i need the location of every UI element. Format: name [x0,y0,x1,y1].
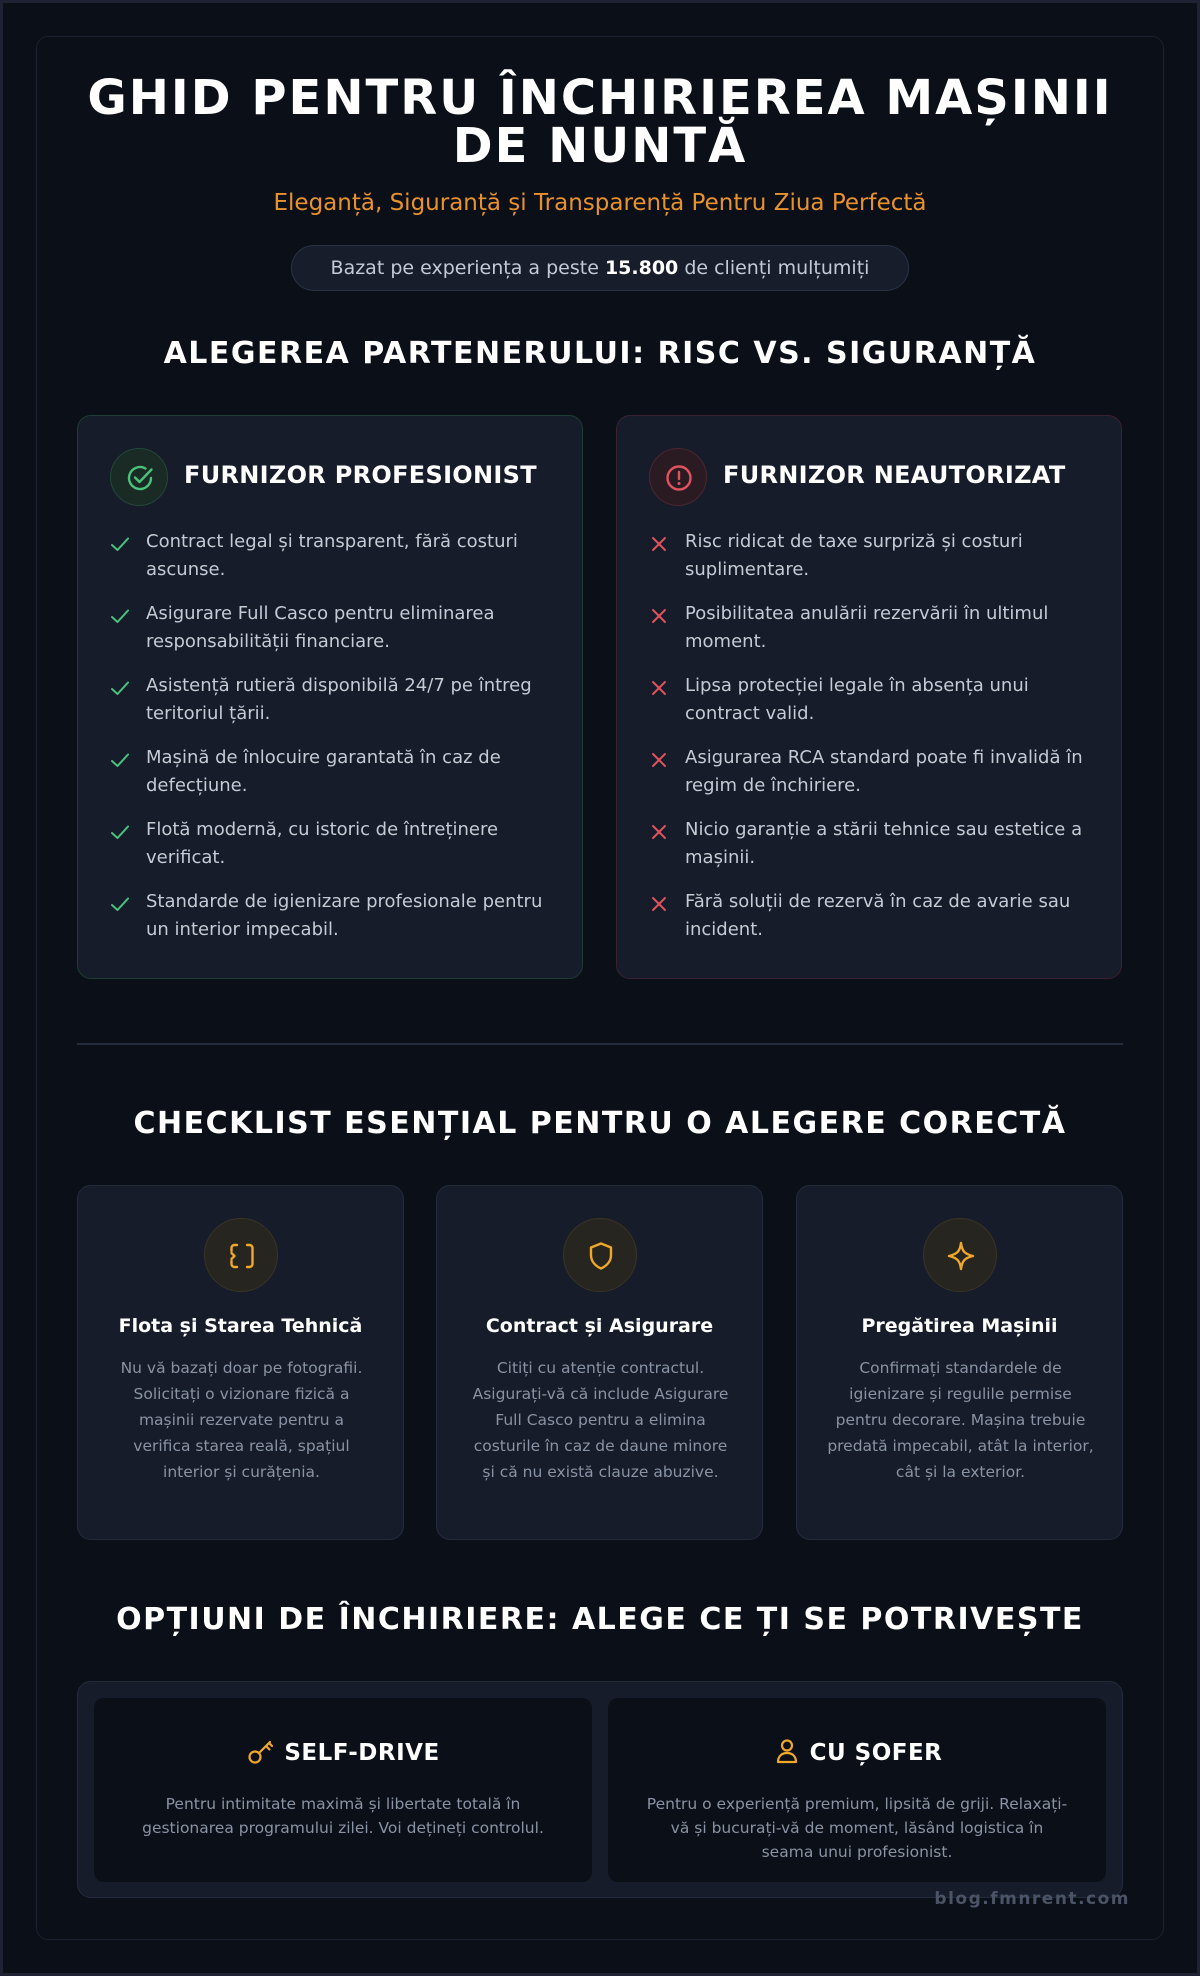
check-icon [110,822,130,842]
option-header [94,1736,592,1768]
page-title-line-1: GHID PENTRU ÎNCHIRIEREA MAȘINII [87,70,1113,126]
list-item-text: Asigurarea RCA standard poate fi invalidă în regim de închiriere. [685,747,1083,796]
option-with-driver [608,1698,1106,1882]
option-title: CU ȘOFER [809,1740,943,1766]
check-icon [110,894,130,914]
x-icon [649,534,669,554]
option-self-drive [94,1698,592,1882]
unauthorized-card-title: FURNIZOR NEAUTORIZAT [723,461,1066,489]
check-icon [110,678,130,698]
badge-suffix: de clienți mulțumiți [684,257,870,279]
check-icon [110,750,130,770]
professional-provider-card [77,415,583,979]
option-title: SELF-DRIVE [284,1740,440,1766]
checklist-card-title: Contract și Asigurare [485,1315,714,1337]
content-frame [36,36,1164,1940]
x-icon [649,678,669,698]
sparkle-icon [923,1218,997,1292]
page-title-line-2: DE NUNTĂ [452,118,748,174]
options-title: OPȚIUNI DE ÎNCHIRIERE: ALEGE CE ȚI SE POTRIVEȘTE [116,1602,1084,1637]
list-item-text: Standarde de igienizare profesionale pentru un interior impecabil. [146,891,543,940]
badge-number: 15.800 [604,257,679,279]
x-icon [649,750,669,770]
list-item [110,816,560,888]
badge-prefix: Bazat pe experiența a peste [330,257,599,279]
list-item [110,744,560,816]
list-item [110,888,560,960]
unauthorized-risks-list [649,528,1099,960]
page-title [0,70,1200,174]
unauthorized-provider-card [616,415,1122,979]
list-item [110,600,560,672]
list-item [110,528,560,600]
checklist-card-description: Confirmați standardele de igienizare și regulile permise pentru decorare. Mașina trebuie predată impecabil, atât la interior, cât și la exterior. [827,1359,1094,1481]
list-item-text: Asigurare Full Casco pentru eliminarea responsabilității financiare. [146,603,495,652]
option-description: Pentru o experiență premium, lipsită de griji. Relaxați-vă și bucurați-vă de moment, lăsând logistica în seama unui profesionist. [646,1795,1068,1861]
rental-options-panel [77,1681,1123,1898]
key-icon [246,1736,276,1766]
checklist-card-title: Flota și Starea Tehnică [118,1315,363,1337]
shield-icon [563,1218,637,1292]
comparison-title: ALEGEREA PARTENERULUI: RISC VS. SIGURANȚĂ [163,336,1037,371]
section-divider [77,1043,1123,1045]
list-item-text: Lipsa protecției legale în absența unui contract valid. [685,675,1029,724]
clients-badge [291,245,909,291]
check-icon [110,606,130,626]
list-item [649,600,1099,672]
list-item-text: Nicio garanție a stării tehnice sau estetice a mașinii. [685,819,1083,868]
x-icon [649,606,669,626]
checklist-card-title: Pregătirea Mașinii [861,1315,1058,1337]
footer-brand: blog.fmnrent.com [934,1889,1130,1909]
alert-circle-icon [649,448,707,506]
check-circle-icon [110,448,168,506]
list-item [649,888,1099,960]
professional-card-title: FURNIZOR PROFESIONIST [184,461,537,489]
x-icon [649,822,669,842]
user-icon [772,1736,802,1766]
professional-benefits-list [110,528,560,960]
list-item-text: Contract legal și transparent, fără costuri ascunse. [146,531,518,580]
list-item-text: Flotă modernă, cu istoric de întreținere verificat. [146,819,499,868]
page-subtitle: Eleganță, Siguranță și Transparență Pentru Ziua Perfectă [273,190,927,216]
list-item-text: Fără soluții de rezervă în caz de avarie sau incident. [685,891,1071,940]
list-item-text: Asistență rutieră disponibilă 24/7 pe întreg teritoriul țării. [146,675,532,724]
list-item [649,816,1099,888]
checklist-card-description: Citiți cu atenție contractul. Asigurați-vă că include Asigurare Full Casco pentru a elimina costurile în caz de daune minore și că nu există clauze abuzive. [472,1359,729,1481]
list-item [649,528,1099,600]
x-icon [649,894,669,914]
checklist-card-preparation [796,1185,1123,1540]
list-item [649,744,1099,816]
scan-icon [204,1218,278,1292]
list-item-text: Posibilitatea anulării rezervării în ultimul moment. [685,603,1049,652]
list-item [110,672,560,744]
list-item-text: Mașină de înlocuire garantată în caz de defecțiune. [146,747,501,796]
option-header [608,1736,1106,1768]
list-item-text: Risc ridicat de taxe surpriză și costuri suplimentare. [685,531,1023,580]
list-item [649,672,1099,744]
checklist-card-description: Nu vă bazați doar pe fotografii. Solicitați o vizionare fizică a mașinii rezervate pentru a verifica starea reală, spațiul interior și curățenia. [120,1359,363,1481]
check-icon [110,534,130,554]
checklist-title: CHECKLIST ESENȚIAL PENTRU O ALEGERE CORECTĂ [133,1106,1067,1141]
checklist-card-fleet [77,1185,404,1540]
checklist-card-contract [436,1185,763,1540]
option-description: Pentru intimitate maximă și libertate totală în gestionarea programului zilei. Voi dețineți controlul. [142,1795,544,1837]
